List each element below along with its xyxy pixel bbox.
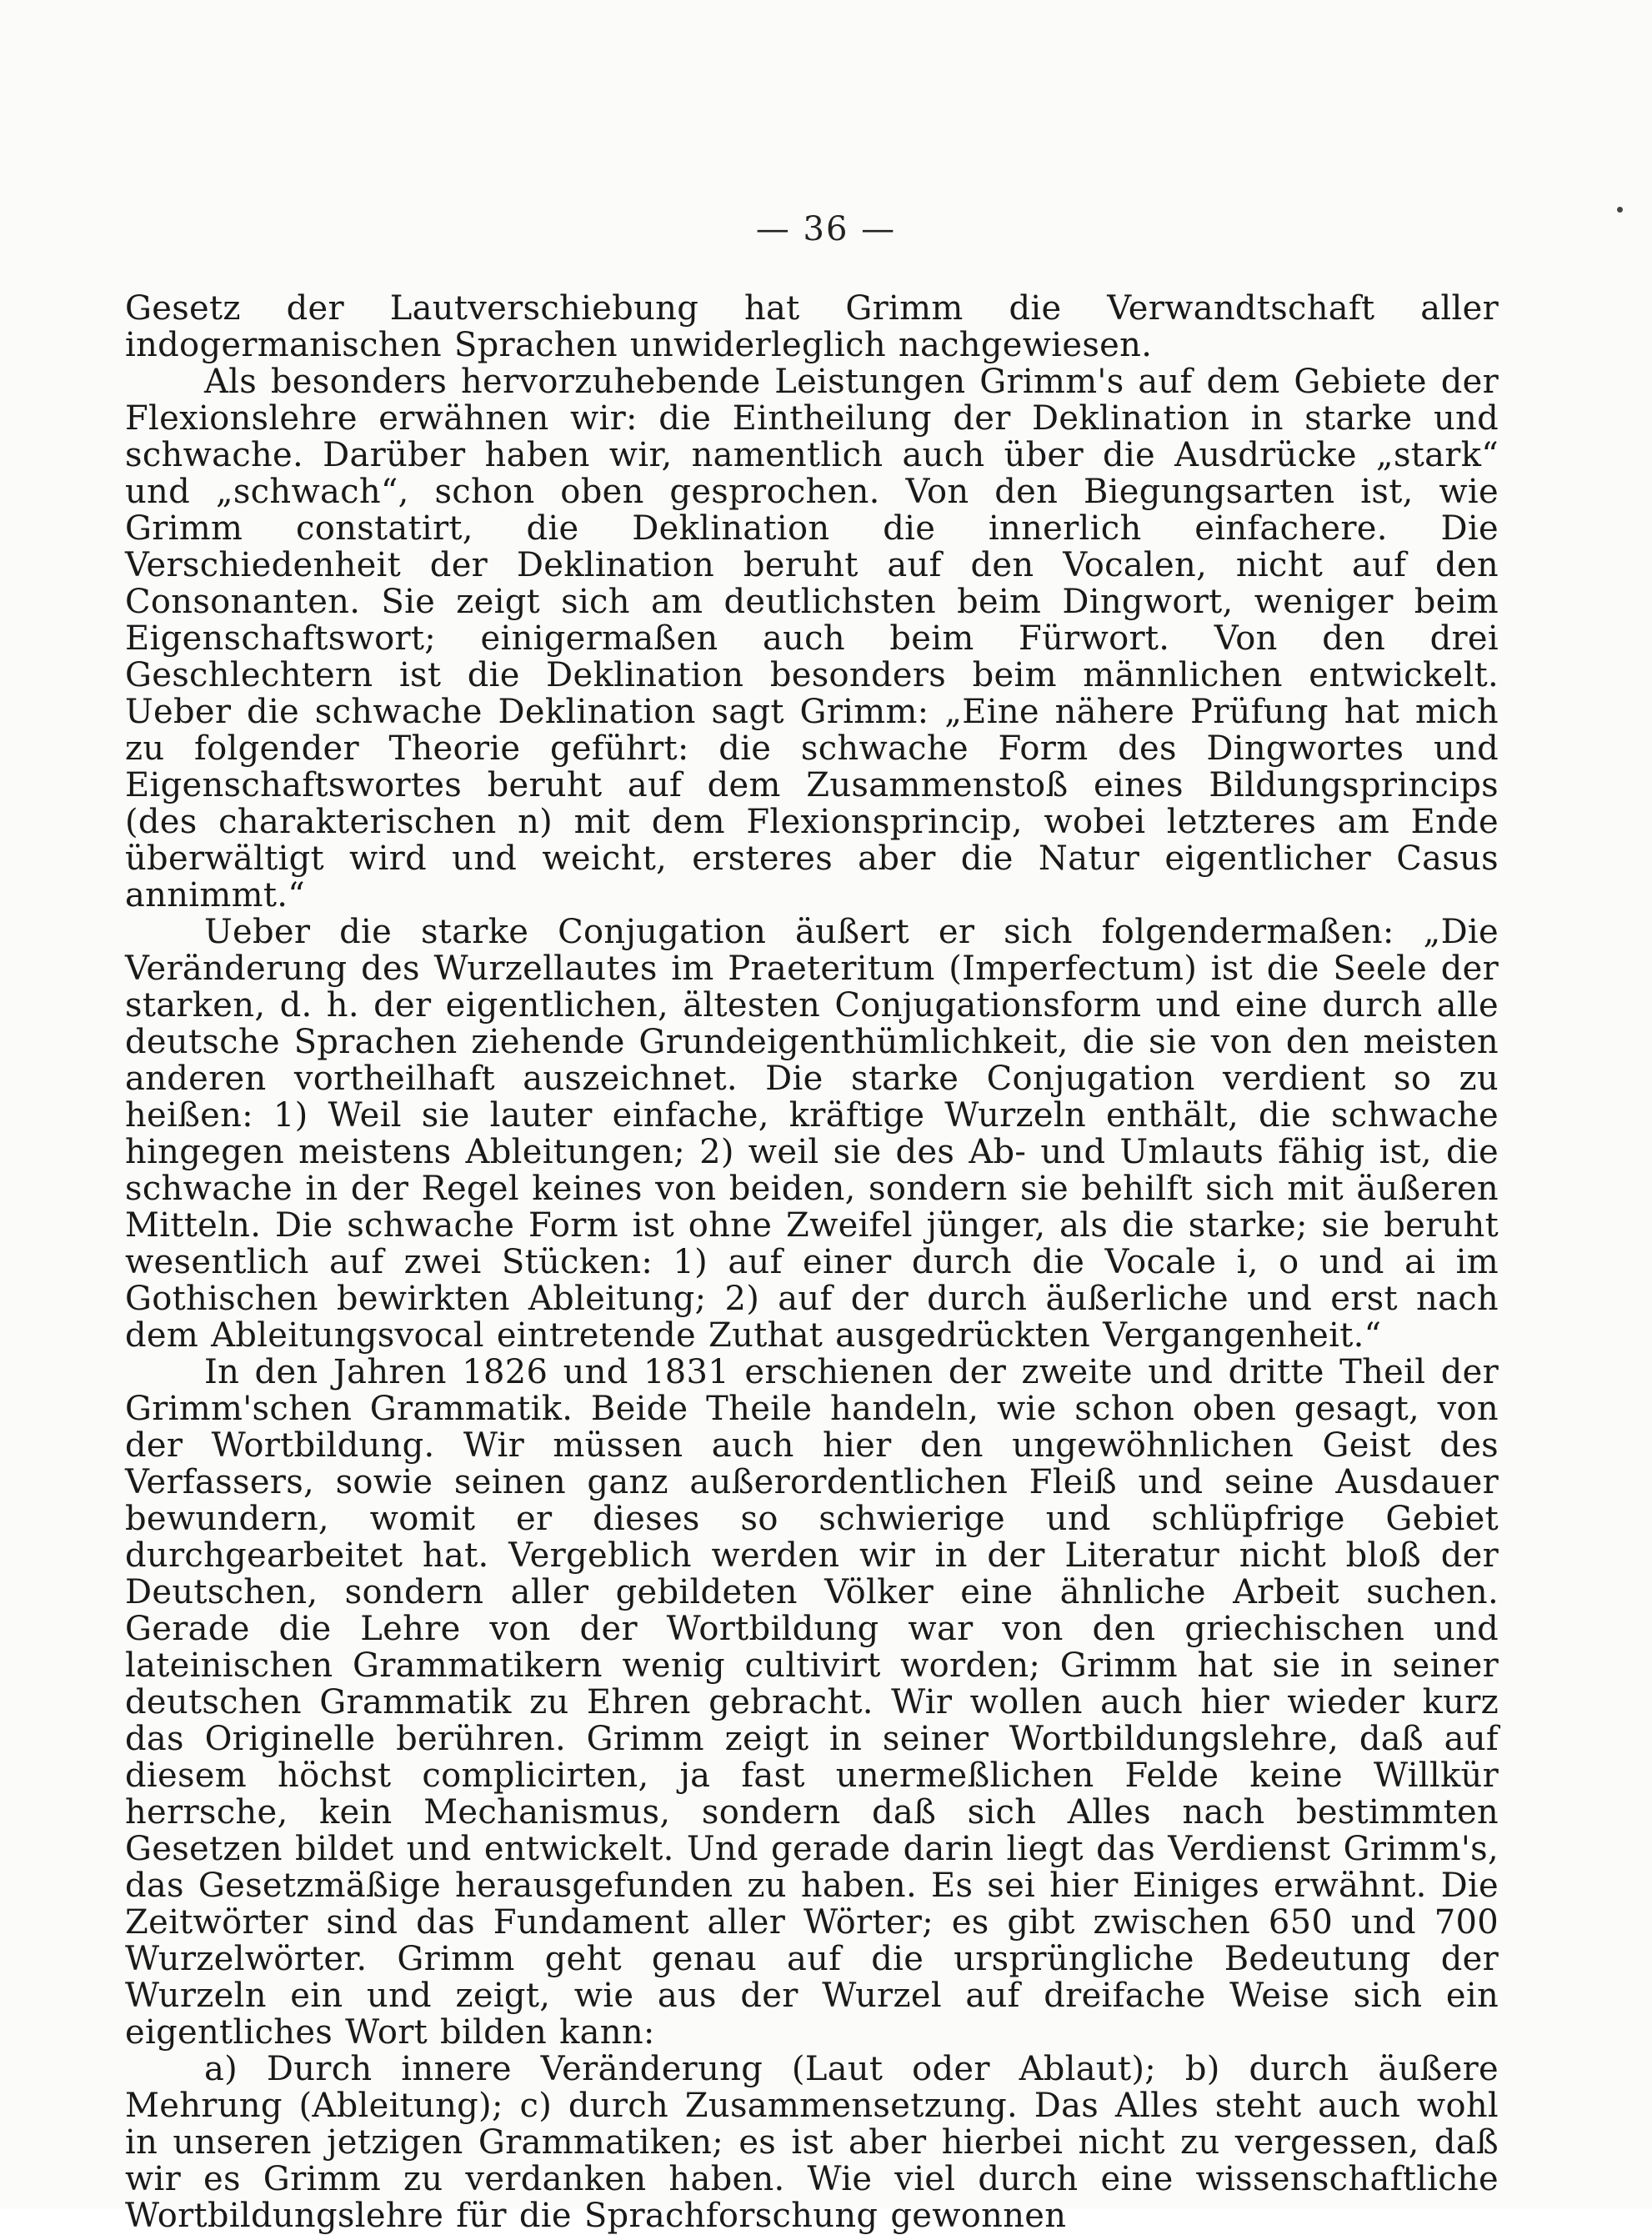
scan-speck: [1617, 207, 1623, 213]
body-text: [125, 290, 1499, 2234]
paragraph-lautverschiebung: Gesetz der Lautverschiebung hat Grimm die Verwandtschaft aller indogermanischen Sprachen unwiderleglich nachgewiesen.: [125, 289, 1499, 364]
paragraph-starke-conjugation: Ueber die starke Conjugation äußert er sich folgendermaßen: „Die Veränderung des Wurzellautes im Praeteritum (Imperfectum) ist die Seele der starken, d. h. der eigentlichen, ältesten Conjugationsform und eine durch alle deutsche Sprachen ziehende Grundeigenthümlichkeit, die sie von den meisten anderen vortheilhaft auszeichnet. Die starke Conjugation verdient so zu heißen: 1) Weil sie lauter einfache, kräftige Wurzeln enthält, die schwache hingegen meistens Ableitungen; 2) weil sie des Ab- und Umlauts fähig ist, die schwache in der Regel keines von beiden, sondern sie behilft sich mit äußeren Mitteln. Die schwache Form ist ohne Zweifel jünger, als die starke; sie beruht wesentlich auf zwei Stücken: 1) auf einer durch die Vocale i, o und ai im Gothischen bewirkten Ableitung; 2) auf der durch äußerliche und erst nach dem Ableitungsvocal eintretende Zuthat ausgedrückten Vergangenheit.“: [125, 913, 1499, 1355]
paragraph-bildungsarten: a) Durch innere Veränderung (Laut oder Ablaut); b) durch äußere Mehrung (Ableitung); c) durch Zusammensetzung. Das Alles steht auch wohl in unseren jetzigen Grammatiken; es ist aber hierbei nicht zu vergessen, daß wir es Grimm zu verdanken haben. Wie viel durch eine wissenschaftliche Wortbildungslehre für die Sprachforschung gewonnen: [125, 2050, 1499, 2235]
page-number: — 36 —: [755, 210, 897, 248]
paragraph-wortbildung: In den Jahren 1826 und 1831 erschienen der zweite und dritte Theil der Grimm'schen Grammatik. Beide Theile handeln, wie schon oben gesagt, von der Wortbildung. Wir müssen auch hier den ungewöhnlichen Geist des Verfassers, sowie seinen ganz außerordentlichen Fleiß und seine Ausdauer bewundern, womit er dieses so schwierige und schlüpfrige Gebiet durchgearbeitet hat. Vergeblich werden wir in der Literatur nicht bloß der Deutschen, sondern aller gebildeten Völker eine ähnliche Arbeit suchen. Gerade die Lehre von der Wortbildung war von den griechischen und lateinischen Grammatikern wenig cultivirt worden; Grimm hat sie in seiner deutschen Grammatik zu Ehren gebracht. Wir wollen auch hier wieder kurz das Originelle berühren. Grimm zeigt in seiner Wortbildungslehre, daß auf diesem höchst complicirten, ja fast unermeßlichen Felde keine Willkür herrsche, kein Mechanismus, sondern daß sich Alles nach bestimmten Gesetzen bildet und entwickelt. Und gerade darin liegt das Verdienst Grimm's, das Gesetzmäßige herausgefunden zu haben. Es sei hier Einiges erwähnt. Die Zeitwörter sind das Fundament aller Wörter; es gibt zwischen 650 und 700 Wurzelwörter. Grimm geht genau auf die ursprüngliche Bedeutung der Wurzeln ein und zeigt, wie aus der Wurzel auf dreifache Weise sich ein eigentliches Wort bilden kann:: [125, 1353, 1499, 2052]
paragraph-flexionslehre: Als besonders hervorzuhebende Leistungen Grimm's auf dem Gebiete der Flexionslehre erwähnen wir: die Eintheilung der Deklination in starke und schwache. Darüber haben wir, namentlich auch über die Ausdrücke „stark“ und „schwach“, schon oben gesprochen. Von den Biegungsarten ist, wie Grimm constatirt, die Deklination die innerlich einfachere. Die Verschiedenheit der Deklination beruht auf den Vocalen, nicht auf den Consonanten. Sie zeigt sich am deutlichsten beim Dingwort, weniger beim Eigenschaftswort; einigermaßen auch beim Fürwort. Von den drei Geschlechtern ist die Deklination besonders beim männlichen entwickelt. Ueber die schwache Deklination sagt Grimm: „Eine nähere Prüfung hat mich zu folgender Theorie geführt: die schwache Form des Dingwortes und Eigenschaftswortes beruht auf dem Zusammenstoß eines Bildungsprincips (des charakterischen n) mit dem Flexionsprincip, wobei letzteres am Ende überwältigt wird und weicht, ersteres aber die Natur eigentlicher Casus annimmt.“: [125, 363, 1499, 915]
